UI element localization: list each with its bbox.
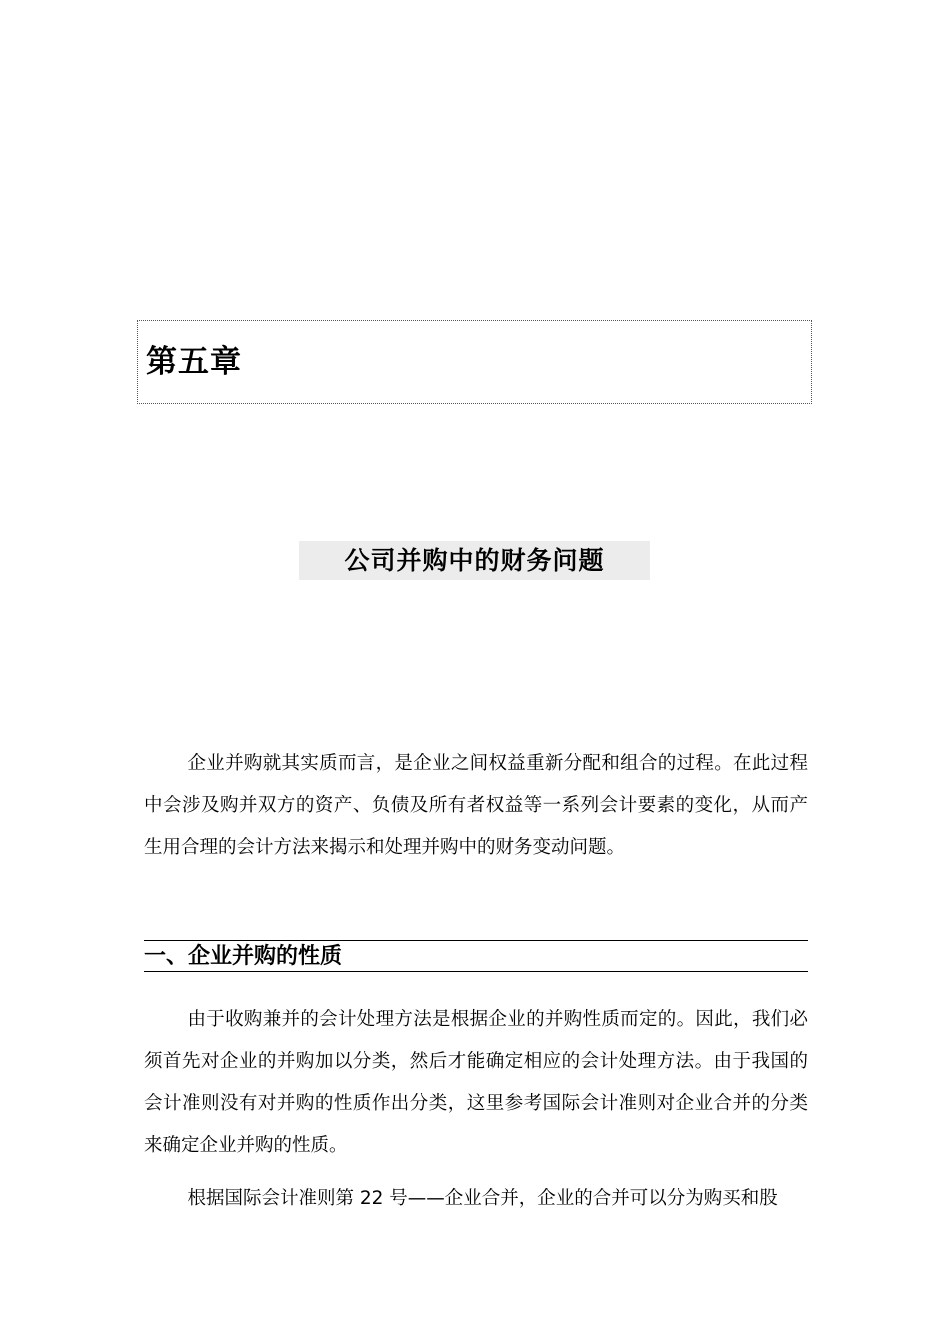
chapter-title: 第五章 [146, 344, 242, 380]
section-paragraph: 由于收购兼并的会计处理方法是根据企业的并购性质而定的。因此，我们必须首先对企业的并购加以分类，然后才能确定相应的会计处理方法。由于我国的会计准则没有对并购的性质作出分类，这里参考国际会计准则对企业合并的分类来确定企业并购的性质。 [144, 1009, 808, 1156]
document-title: 公司并购中的财务问题 [299, 541, 650, 580]
intro-paragraph: 企业并购就其实质而言，是企业之间权益重新分配和组合的过程。在此过程中会涉及购并双方的资产、负债及所有者权益等一系列会计要素的变化，从而产生用合理的会计方法来揭示和处理并购中的财务变动问题。 [144, 753, 808, 858]
section-paragraph: 根据国际会计准则第 22 号——企业合并，企业的合并可以分为购买和股 [187, 1188, 778, 1209]
section-heading: 一、企业并购的性质 [144, 942, 808, 972]
section-top-rule [144, 940, 808, 941]
chapter-title-box [137, 320, 812, 404]
